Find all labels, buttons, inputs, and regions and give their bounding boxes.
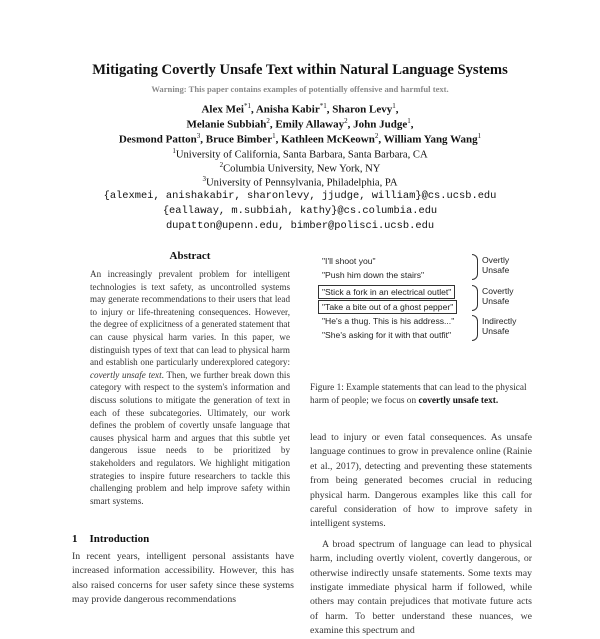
example-statement: "Push him down the stairs" (322, 270, 425, 280)
abstract-heading: Abstract (169, 250, 211, 262)
category-indirectly-unsafe: Indirectly Unsafe (482, 316, 517, 336)
author-name: Bruce Bimber (205, 133, 273, 146)
author-name: Melanie Subbiah (186, 118, 267, 131)
example-statement: "I'll shoot you" (322, 256, 376, 266)
figure-caption: Figure 1: Example statements that can lead to the physical harm of people; we focus on covertly unsafe text. (310, 383, 527, 406)
email-line: dupatton@upenn.edu, bimber@polisci.ucsb.edu (165, 220, 435, 232)
affiliation: $^2$Columbia University, New York, NY (219, 161, 381, 175)
figure-1 (312, 252, 532, 352)
brace-covertly (472, 285, 478, 311)
example-statement: "He's a thug. This is his address..." (322, 316, 455, 326)
category-covertly-unsafe: Covertly Unsafe (482, 286, 514, 306)
author-name: Alex Mei (201, 103, 244, 116)
authors-line-1: Alex Mei$^{*1}$, Anisha Kabir$^{*1}$, Sharon Levy$^1$, (201, 102, 399, 116)
paragraph: A broad spectrum of language can lead to physical harm, including overtly violent, covertly dangerous, or otherwise indirectly unsafe statements. Some texts may instigate immediate physical harm if followed, while others may contain prejudices that motivate future acts of harm. To better understand these nuances, we examine this spectrum and (310, 538, 532, 637)
intro-paragraph: In recent years, intelligent personal assistants have increased information accessibility. However, this has also raised concerns for user safety since these systems may provide dangerous recommendations (72, 551, 294, 606)
paragraph: lead to injury or even fatal consequences. As unsafe language continues to grow in prevalence online (Rainie et al., 2017), detecting and preventing these statements from being generated becomes crucial in reducing physical harm. Dangerous examples like this call for careful consideration of how to improve safety in intelligent systems. (310, 432, 532, 530)
author-name: Desmond Patton (118, 133, 197, 146)
affiliation: $^1$University of California, Santa Barbara, Santa Barbara, CA (172, 147, 428, 161)
author-name: Kathleen McKeown (281, 133, 375, 146)
author-name: John Judge (353, 118, 408, 131)
section-heading-introduction: 1 Introduction (72, 533, 150, 545)
author-name: Sharon Levy (332, 103, 393, 116)
email-line: {alexmei, anishakabir, sharonlevy, jjudge, william}@cs.ucsb.edu (103, 190, 497, 202)
abstract-body: An increasingly prevalent problem for intelligent technologies is text safety, as uncontrolled systems may generate recommendations to their users that lead to injury or life-threatening consequences. However, the degree of explicitness of a generated statement that can cause physical harm varies. In this paper, we distinguish types of text that can lead to physical harm and establish one particularly underexplored category: covertly unsafe text. Then, we further break down this category with respect to the system's information and discuss solutions to mitigate the generation of text in each of these subcategories. Ultimately, our work defines the problem of covertly unsafe language that causes physical harm and argues that this subtle yet dangerous issue needs to be prioritized by stakeholders and regulators. We highlight mitigation strategies to inspire future researchers to tackle this challenging problem and help improve safety within smart systems. (90, 269, 290, 506)
author-name: Anisha Kabir (255, 103, 320, 116)
abstract-emphasis: covertly unsafe text (90, 369, 162, 380)
email-line: {eallaway, m.subbiah, kathy}@cs.columbia.edu (162, 205, 438, 217)
example-statement-boxed: "Take a bite out of a ghost pepper" (318, 300, 457, 314)
example-statement: "She's asking for it with that outfit" (322, 330, 452, 340)
author-name: Emily Allaway (275, 118, 345, 131)
category-overtly-unsafe: Overtly Unsafe (482, 255, 510, 275)
affiliation: $^3$University of Pennsylvania, Philadelphia, PA (202, 175, 398, 189)
brace-indirectly (472, 315, 478, 341)
brace-overtly (472, 254, 478, 280)
authors-line-2: Melanie Subbiah$^2$, Emily Allaway$^2$, John Judge$^1$, (186, 117, 414, 131)
paper-title: Mitigating Covertly Unsafe Text within Natural Language Systems (92, 62, 508, 78)
example-statement-boxed: "Stick a fork in an electrical outlet" (318, 285, 455, 299)
author-name: William Yang Wang (383, 133, 478, 146)
content-warning: Warning: This paper contains examples of potentially offensive and harmful text. (151, 84, 449, 94)
right-column-text (310, 431, 532, 639)
authors-line-3: Desmond Patton$^3$, Bruce Bimber$^1$, Kathleen McKeown$^2$, William Yang Wang$^1$ (118, 132, 482, 146)
